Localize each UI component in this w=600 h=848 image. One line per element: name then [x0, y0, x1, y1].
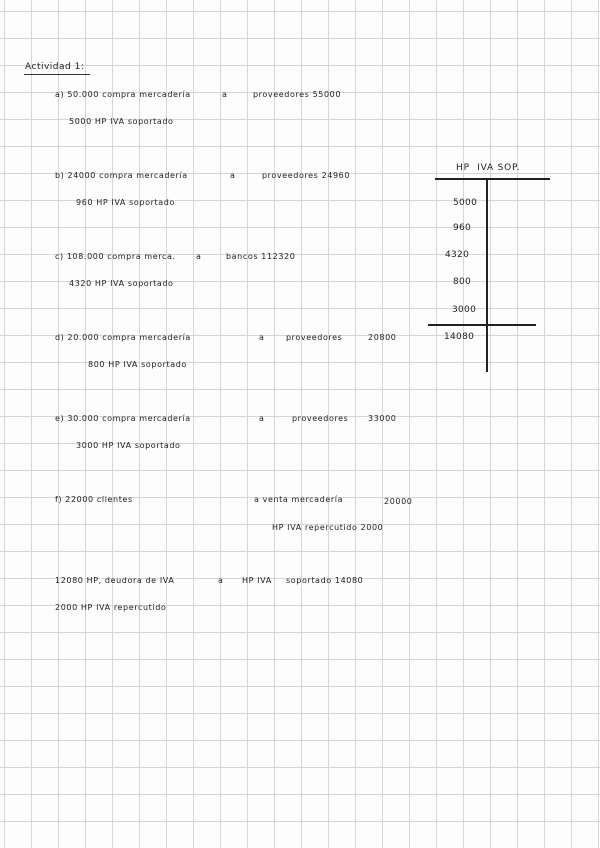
t-account-debit-1: 960 — [453, 223, 472, 233]
entry-g-text: a — [218, 576, 224, 585]
t-account-header: HP IVA SOP. — [456, 163, 521, 173]
entry-c-text: 4320 HP IVA soportado — [69, 279, 174, 288]
entry-d-text: 20800 — [368, 333, 397, 342]
entry-b-text: a — [230, 171, 236, 180]
entry-f-text: 20000 — [384, 497, 413, 506]
entry-e-text: 3000 HP IVA soportado — [76, 441, 181, 450]
entry-c-text: bancos 112320 — [226, 252, 296, 261]
entry-f-text: a venta mercadería — [254, 495, 344, 504]
entry-e-text: a — [259, 414, 265, 423]
t-account-total-line — [428, 324, 536, 326]
entry-g-text: 2000 HP IVA repercutido — [55, 603, 167, 612]
t-account-debit-2: 4320 — [445, 250, 470, 260]
t-account-vertical-line — [486, 179, 488, 372]
t-account-debit-4: 3000 — [452, 305, 477, 315]
entry-a-text: a — [222, 90, 228, 99]
entry-e-text: e) 30.000 compra mercadería — [55, 414, 191, 423]
entry-d-text: 800 HP IVA soportado — [88, 360, 187, 369]
entry-b-text: proveedores 24960 — [262, 171, 351, 180]
entry-g-text: HP IVA — [242, 576, 272, 585]
entry-b-text: b) 24000 compra mercadería — [55, 171, 188, 180]
t-account-debit-0: 5000 — [453, 198, 478, 208]
entry-a-text: a) 50.000 compra mercadería — [55, 90, 191, 99]
activity-title: Actividad 1: — [25, 62, 85, 72]
entry-g-text: soportado 14080 — [286, 576, 364, 585]
t-account-debit-3: 800 — [453, 277, 472, 287]
t-account-top-line — [435, 178, 550, 180]
entry-b-text: 960 HP IVA soportado — [76, 198, 175, 207]
entry-a-text: proveedores 55000 — [253, 90, 342, 99]
entry-d-text: a — [259, 333, 265, 342]
entry-e-text: 33000 — [368, 414, 397, 423]
entry-f-text: HP IVA repercutido 2000 — [272, 523, 384, 532]
entry-c-text: c) 108.000 compra merca. — [55, 252, 176, 261]
t-account-total: 14080 — [444, 332, 475, 342]
entry-f-text: f) 22000 clientes — [55, 495, 133, 504]
entry-d-text: proveedores — [286, 333, 343, 342]
entry-a-text: 5000 HP IVA soportado — [69, 117, 174, 126]
entry-d-text: d) 20.000 compra mercadería — [55, 333, 191, 342]
title-underline — [24, 74, 90, 75]
entry-c-text: a — [196, 252, 202, 261]
entry-g-text: 12080 HP, deudora de IVA — [55, 576, 175, 585]
entry-e-text: proveedores — [292, 414, 349, 423]
